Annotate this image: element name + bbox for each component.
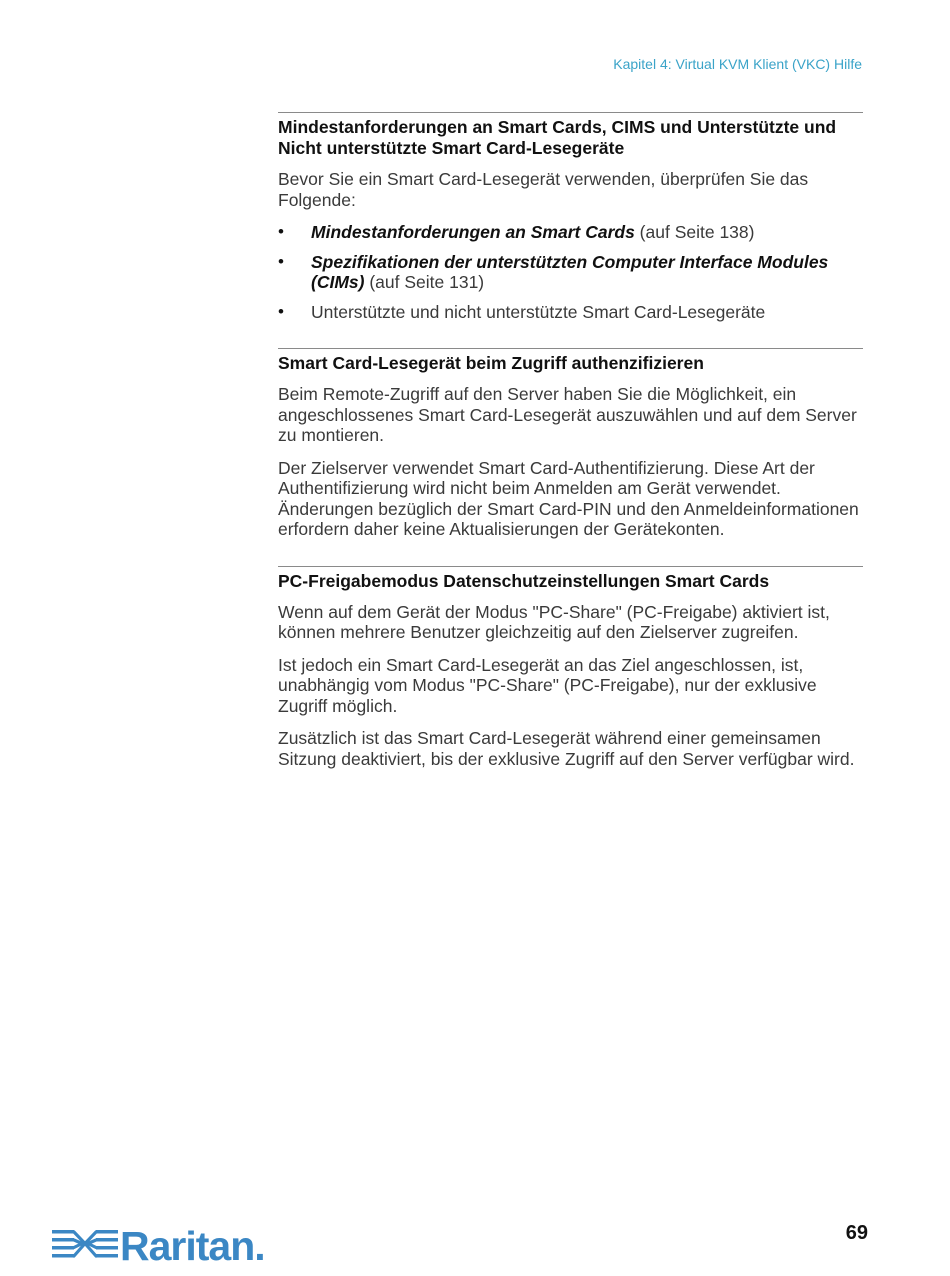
section-authentication bbox=[278, 348, 863, 540]
section-requirements bbox=[278, 112, 863, 322]
page-content bbox=[278, 112, 863, 781]
bullet-icon: • bbox=[278, 222, 284, 241]
paragraph: Zusätzlich ist das Smart Card-Lesegerät während einer gemeinsamen Sitzung deaktiviert, bis der exklusive Zugriff auf den Server verfügbar wird. bbox=[278, 728, 855, 769]
bullet-icon: • bbox=[278, 301, 284, 321]
page-reference: (auf Seite 138) bbox=[634, 222, 755, 242]
section-title: PC-Freigabemodus Datenschutzeinstellungen Smart Cards bbox=[278, 570, 770, 591]
cross-reference-link[interactable]: Spezifikationen der unterstützten Computer Interface Modules (CIMs) bbox=[311, 251, 829, 292]
paragraph: Ist jedoch ein Smart Card-Lesegerät an das Ziel angeschlossen, ist, unabhängig vom Modus "PC-Share" (PC-Freigabe), nur der exklusive Zugriff möglich. bbox=[278, 654, 817, 716]
chapter-header: Kapitel 4: Virtual KVM Klient (VKC) Hilfe bbox=[613, 56, 862, 72]
section-title: Smart Card-Lesegerät beim Zugriff authenzifizieren bbox=[278, 353, 704, 373]
list-item bbox=[278, 222, 863, 243]
list-item bbox=[278, 302, 863, 323]
raritan-logo bbox=[52, 1222, 277, 1271]
paragraph: Wenn auf dem Gerät der Modus "PC-Share" (PC-Freigabe) aktiviert ist, können mehrere Benutzer gleichzeitig auf den Zielserver zugreifen. bbox=[278, 601, 830, 642]
paragraph: Bevor Sie ein Smart Card-Lesegerät verwenden, überprüfen Sie das Folgende: bbox=[278, 169, 809, 210]
list-item-text: Unterstützte und nicht unterstützte Smart Card-Lesegeräte bbox=[311, 301, 766, 322]
bullet-list bbox=[278, 222, 863, 322]
page-number: 69 bbox=[845, 1222, 868, 1244]
page-reference: (auf Seite 131) bbox=[364, 272, 485, 292]
raritan-logo-icon bbox=[52, 1222, 277, 1266]
bullet-icon: • bbox=[278, 251, 284, 271]
svg-text:Raritan.: Raritan. bbox=[120, 1223, 265, 1266]
paragraph: Der Zielserver verwendet Smart Card-Authentifizierung. Diese Art der Authentifizierung wird nicht beim Anmelden am Gerät verwendet. Änderungen bezüglich der Smart Card-PIN und den Anmeldeinformationen erfordern daher keine Aktualisierungen der Gerätekonten. bbox=[278, 457, 859, 539]
list-item bbox=[278, 252, 863, 293]
cross-reference-link[interactable]: Mindestanforderungen an Smart Cards bbox=[311, 222, 635, 242]
section-title: Mindestanforderungen an Smart Cards, CIMS und Unterstützte und Nicht unterstützte Smart Card-Lesegeräte bbox=[278, 117, 837, 158]
section-pc-share bbox=[278, 566, 863, 770]
paragraph: Beim Remote-Zugriff auf den Server haben Sie die Möglichkeit, ein angeschlossenes Smart Card-Lesegerät auszuwählen und auf dem Server zu montieren. bbox=[278, 384, 857, 445]
